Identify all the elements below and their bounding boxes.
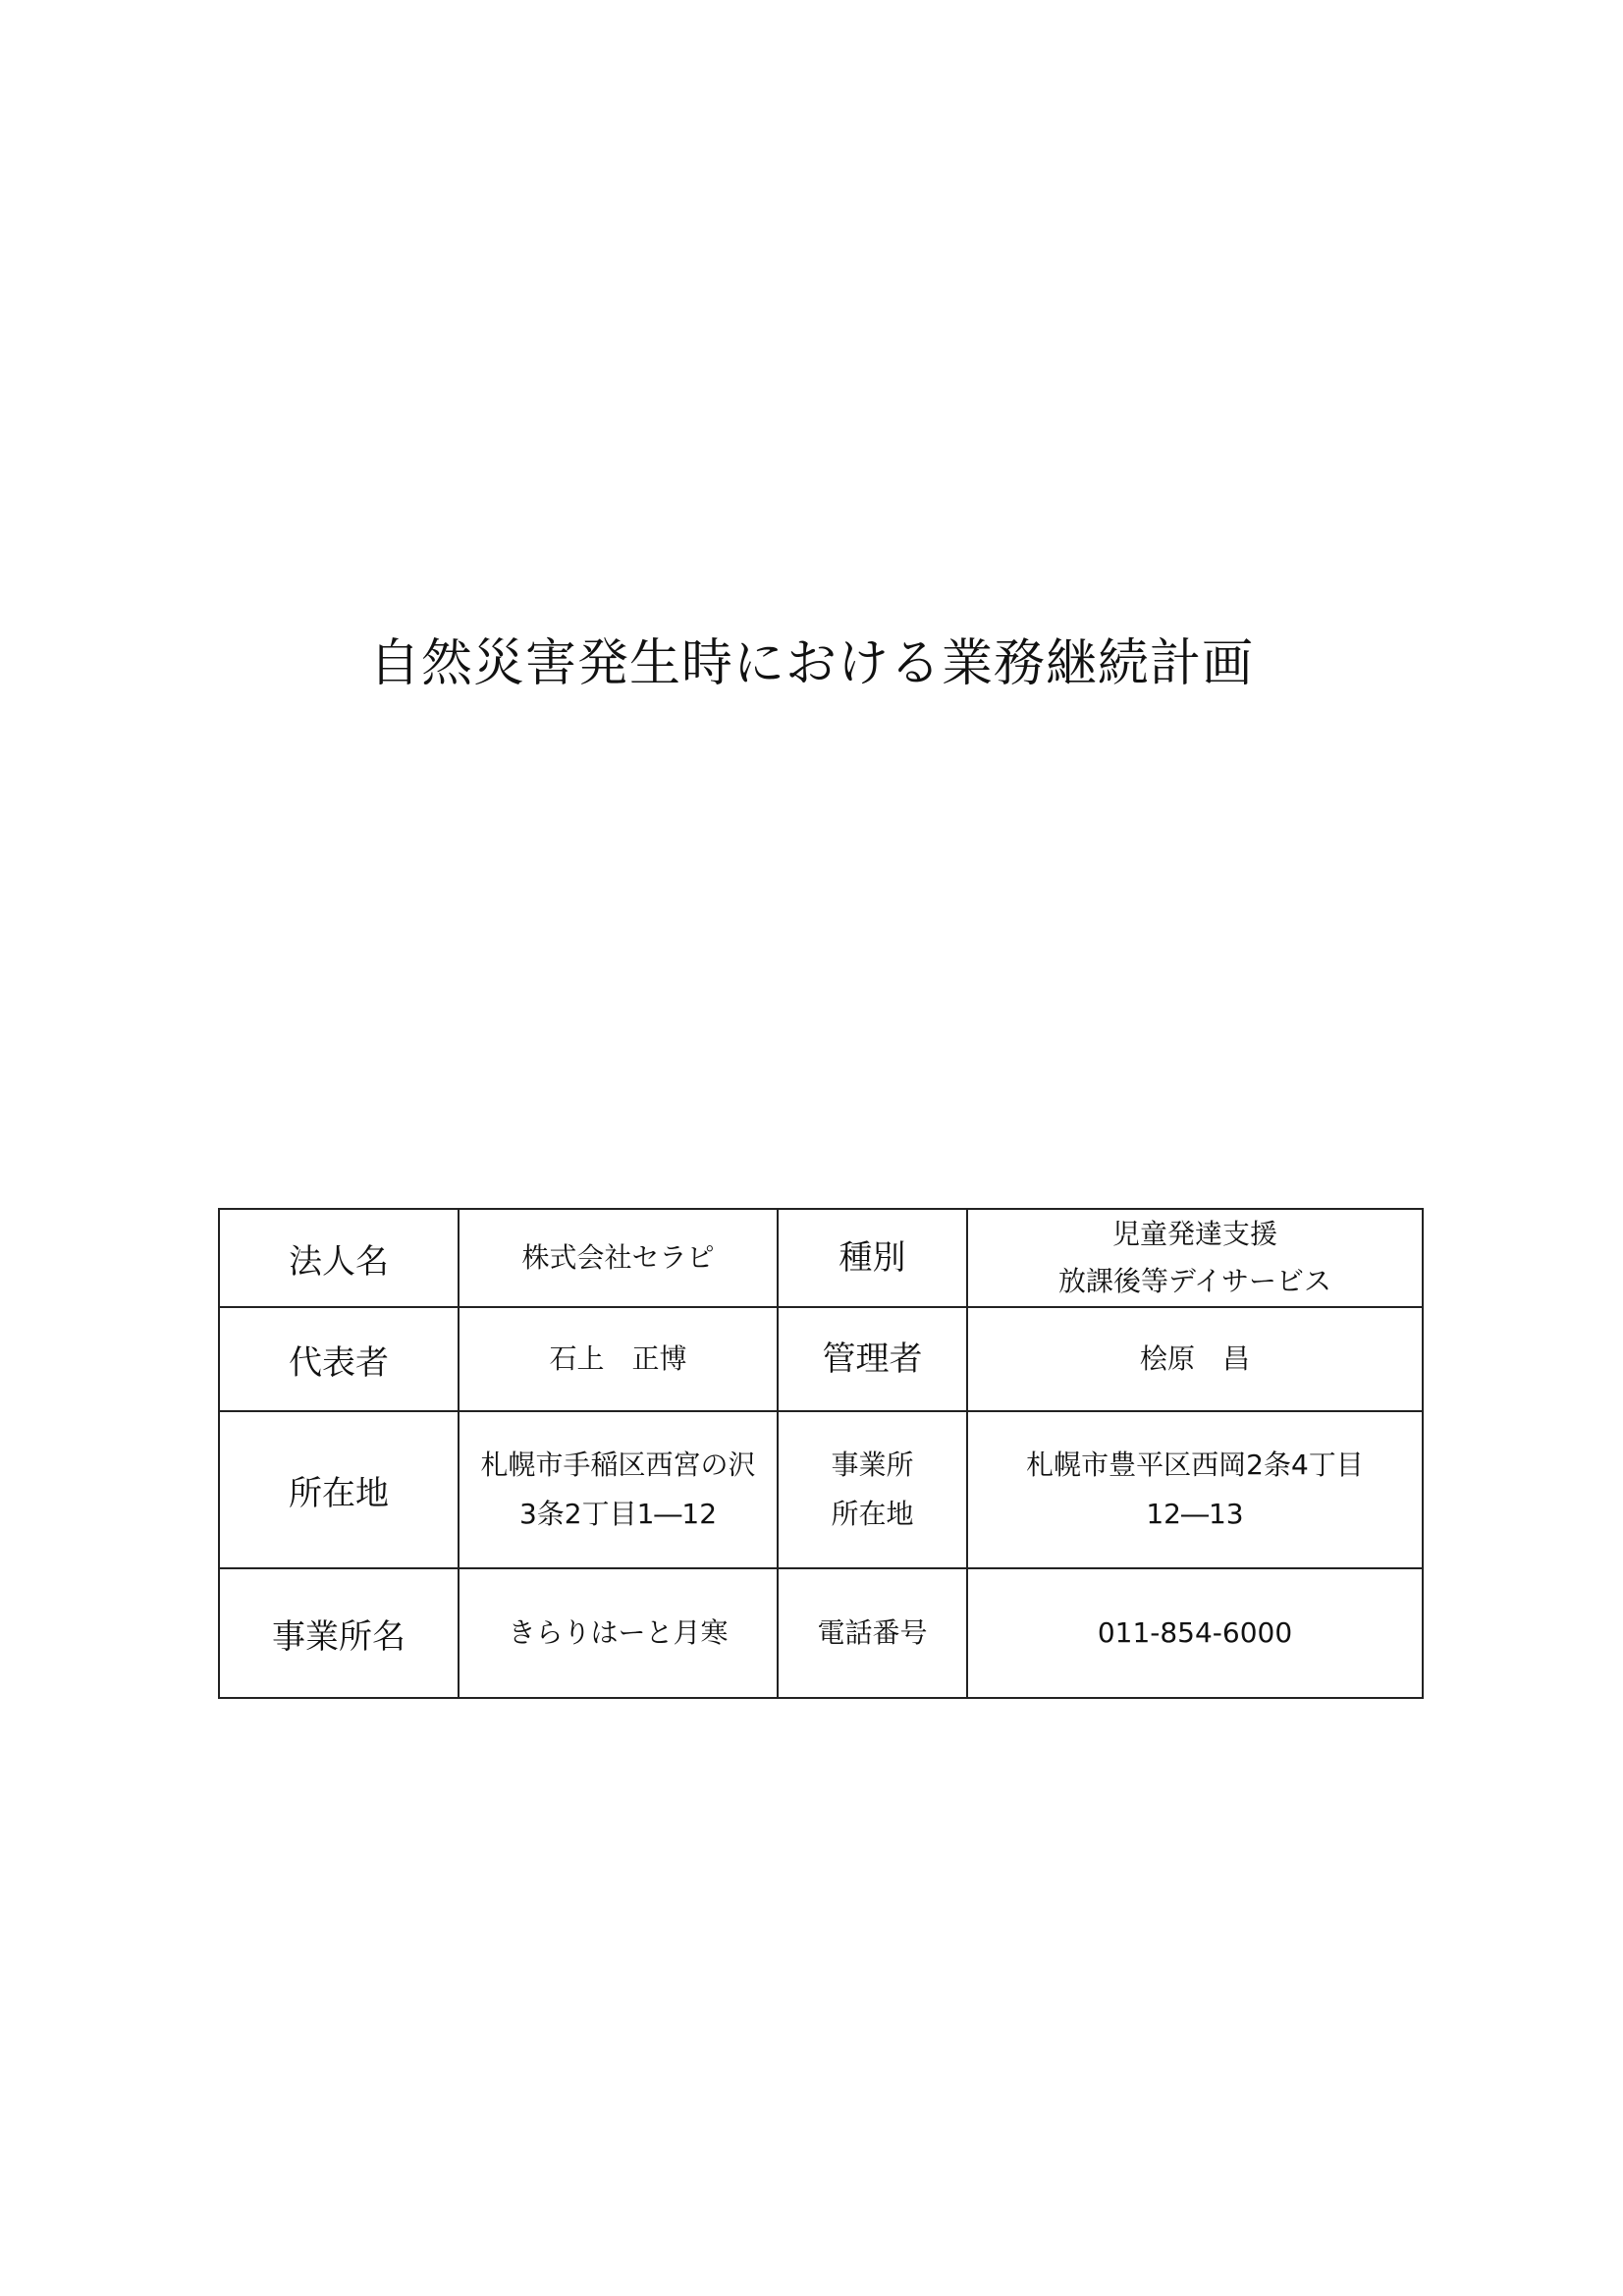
address-line-2: 3条2丁目1―12 [518, 1498, 718, 1530]
address-label: 所在地 [219, 1411, 459, 1568]
service-type-line-2: 放課後等デイサービス [1057, 1265, 1332, 1297]
office-name-value [459, 1568, 778, 1698]
service-type-label-text: 種別 [839, 1238, 906, 1278]
office-name-label: 事業所名 [219, 1568, 459, 1698]
service-type-label [778, 1209, 967, 1307]
office-address-label [778, 1411, 967, 1568]
office-address-value [967, 1411, 1423, 1568]
manager-value [967, 1307, 1423, 1411]
office-address-label-line-2: 所在地 [831, 1498, 914, 1530]
table-row-address [219, 1411, 1423, 1568]
phone-number-label [778, 1568, 967, 1698]
phone-number-label-text: 電話番号 [817, 1616, 928, 1649]
office-name-text: きらりはーと月寒 [508, 1616, 729, 1649]
corporation-name-text: 株式会社セラピ [521, 1241, 715, 1274]
manager-label [778, 1307, 967, 1411]
manager-label-text: 管理者 [822, 1339, 923, 1379]
office-address-line-2: 12―13 [1146, 1498, 1244, 1530]
corporation-name-label: 法人名 [219, 1209, 459, 1307]
representative-value [459, 1307, 778, 1411]
phone-number-text: 011-854-6000 [1097, 1616, 1293, 1649]
office-address-line-1: 札幌市豊平区西岡2条4丁目 [1026, 1449, 1364, 1481]
service-type-line-1: 児童発達支援 [1111, 1218, 1277, 1250]
table-row-corporation [219, 1209, 1423, 1307]
manager-name-text: 桧原 昌 [1139, 1342, 1250, 1375]
service-type-value [967, 1209, 1423, 1307]
representative-label: 代表者 [219, 1307, 459, 1411]
office-address-label-line-1: 事業所 [831, 1449, 914, 1481]
address-value [459, 1411, 778, 1568]
corporation-name-value [459, 1209, 778, 1307]
address-line-1: 札幌市手稲区西宮の沢 [480, 1449, 756, 1481]
table-row-representative [219, 1307, 1423, 1411]
table-row-office [219, 1568, 1423, 1698]
document-title: 自然災害発生時における業務継続計画 [368, 634, 1254, 693]
organization-info-table [218, 1208, 1424, 1699]
phone-number-value [967, 1568, 1423, 1698]
representative-name-text: 石上 正博 [549, 1342, 687, 1375]
